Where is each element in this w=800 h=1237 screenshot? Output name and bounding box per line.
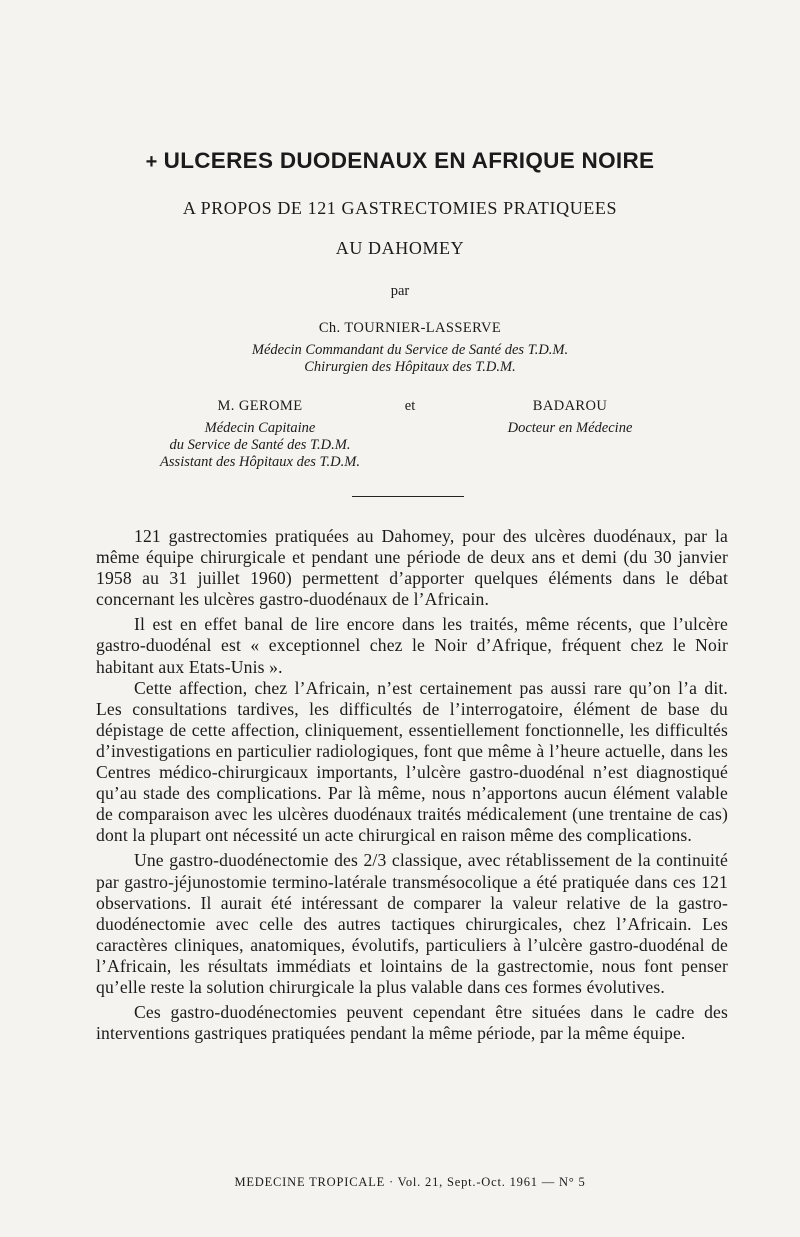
section-divider [352,496,464,497]
coauthor-left [100,398,420,471]
paragraph-4: Une gastro-duodénectomie des 2/3 classique, avec rétablissement de la continuité par gastro-jéjunostomie termino-latérale transmésocolique a été pratiquée dans ces 121 observations. Il aurait été intéressant de comparer la valeur relative de la gastro-duodénectomie avec celle des autres tactiques chirurgicales, chez l’Africain. Les caractères cliniques, anatomiques, évolutifs, particuliers à l’ulcère gastro-duodénal de l’Africain, les résultats immédiats et lointains de la gastrectomie, nous font penser qu’elle reste la solution chirurgicale la plus valable dans ces formes évolutives. [96,850,728,997]
coauthor-left-role-2: du Service de Santé des T.D.M. [169,437,351,453]
title-mark: + [145,151,158,173]
paragraph-2: Il est en effet banal de lire encore dans les traités, même récents, que l’ulcère gastro-duodénal est « exceptionnel chez le Noir d’Afrique, fréquent chez le Noir habitant aux Etats-Unis ». [96,614,728,677]
by-line: par [390,283,410,299]
title-text: ULCERES DUODENAUX EN AFRIQUE NOIRE [163,148,655,173]
coauthor-left-name: M. GEROME [217,398,303,414]
main-author-role-1: Médecin Commandant du Service de Santé des T.D.M. [251,342,569,358]
paragraph-5: Ces gastro-duodénectomies peuvent cependant être situées dans le cadre des interventions gastriques pratiquées pendant la même période, par la même équipe. [96,1002,728,1044]
coauthor-left-role-3: Assistant des Hôpitaux des T.D.M. [160,454,360,470]
article-title [0,148,800,174]
author-conjunction: et [404,398,416,414]
main-author-name: Ch. TOURNIER-LASSERVE [318,320,502,336]
main-author-role-2: Chirurgien des Hôpitaux des T.D.M. [304,359,516,375]
subtitle-line-2: AU DAHOMEY [335,238,465,258]
page-footer: MEDECINE TROPICALE · Vol. 21, Sept.-Oct. 1961 — N° 5 [234,1175,586,1189]
subtitle-line-1: A PROPOS DE 121 GASTRECTOMIES PRATIQUEES [182,198,618,218]
coauthor-right [480,398,660,437]
coauthor-left-role-1: Médecin Capitaine [204,420,316,436]
paragraph-1: 121 gastrectomies pratiquées au Dahomey, pour des ulcères duodénaux, par la même équipe chirurgicale et pendant une période de deux ans et demi (du 30 janvier 1958 au 31 juillet 1960) permettent d’apporter quelques éléments dans le débat concernant les ulcères gastro-duodénaux de l’Africain. [96,526,728,610]
coauthor-right-role-1: Docteur en Médecine [507,420,633,436]
coauthor-right-name: BADAROU [532,398,608,414]
article-body [96,526,728,1044]
paragraph-3: Cette affection, chez l’Africain, n’est certainement pas aussi rare qu’on l’a dit. Les consultations tardives, les difficultés de l’interrogatoire, élément de base du dépistage de cette affection, cliniquement, essentiellement fonctionnelle, les difficultés d’investigations en particulier radiologiques, font que même à l’heure actuelle, dans les Centres médico-chirurgicaux importants, l’ulcère gastro-duodénal n’est diagnostiqué qu’au stade des complications. Par là même, nous n’apportons aucun élément valable de comparaison avec les ulcères duodénaux traités médicalement (une trentaine de cas) dont la plupart ont nécessité un acte chirurgical en raison même des complications. [96,677,728,846]
